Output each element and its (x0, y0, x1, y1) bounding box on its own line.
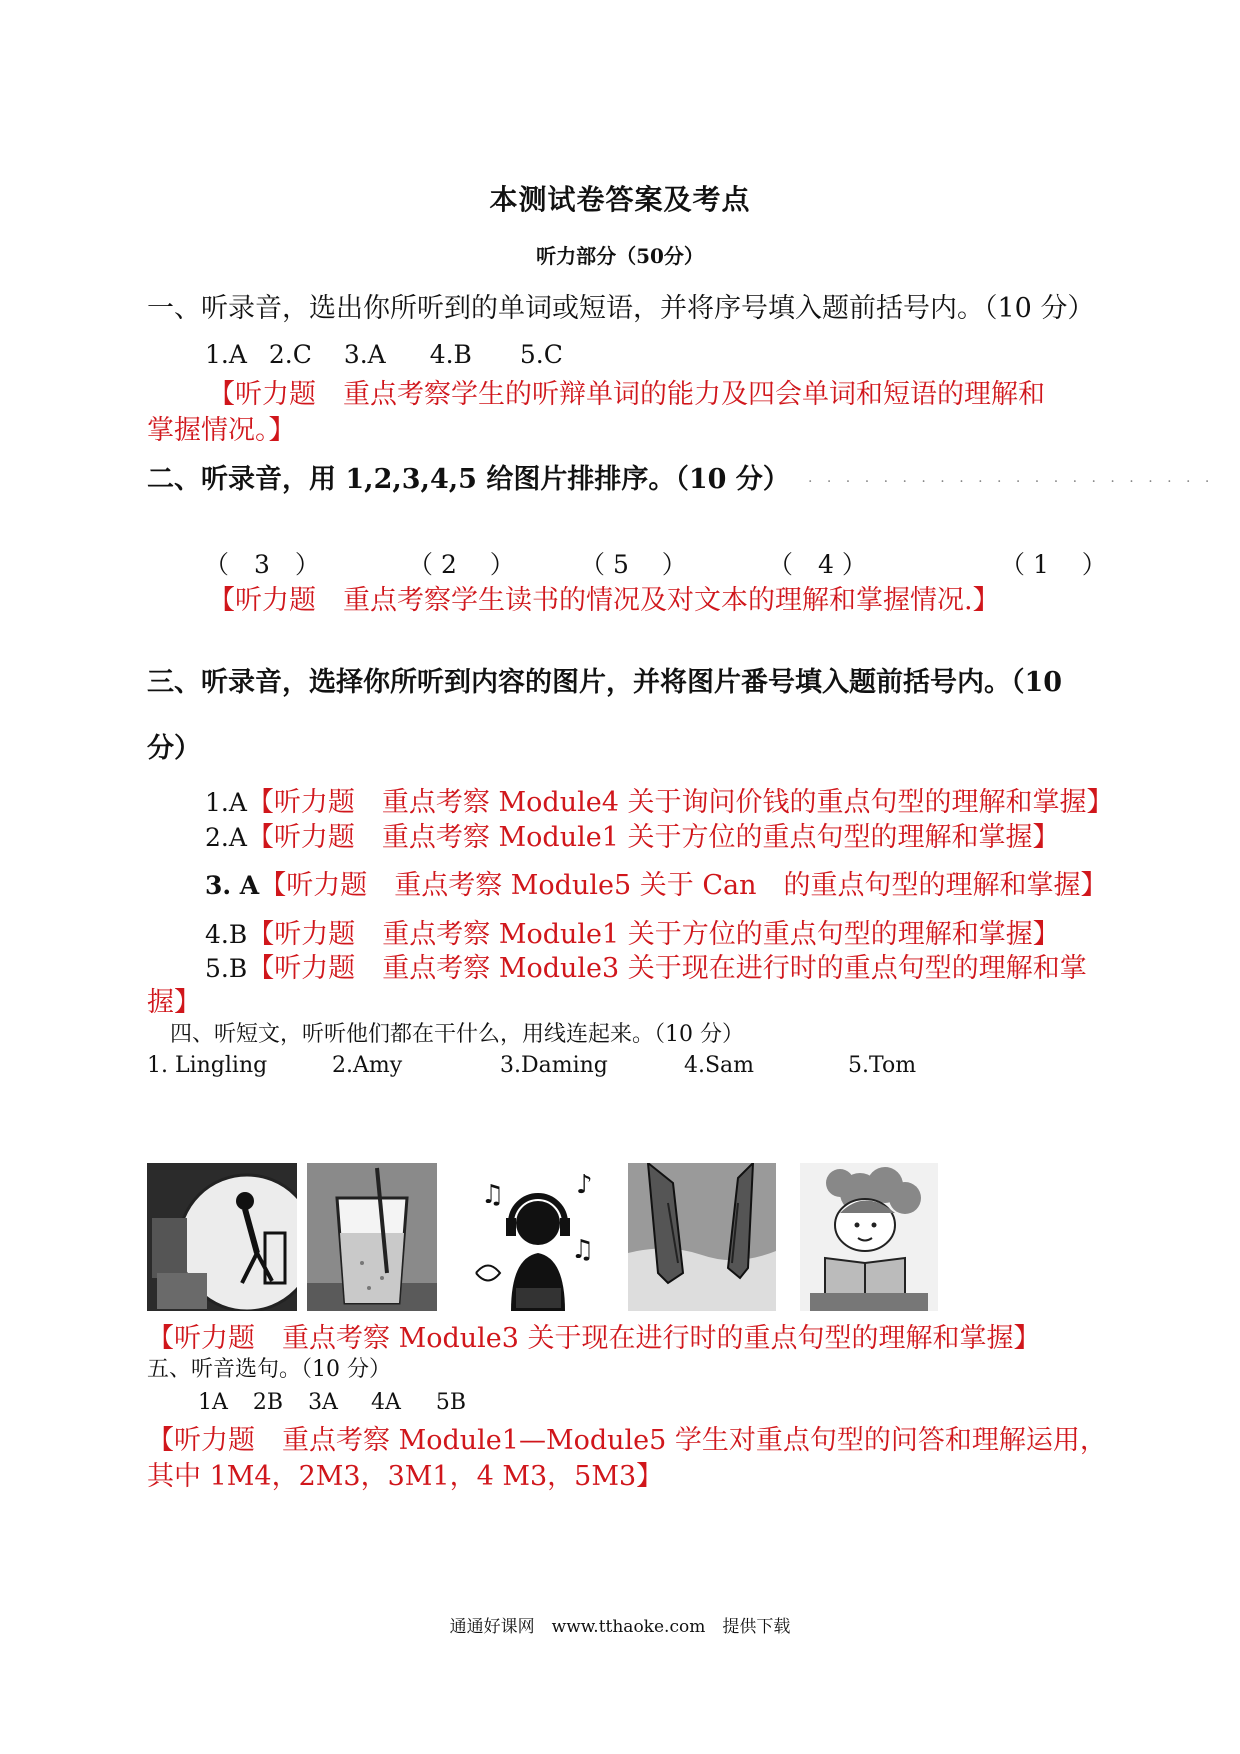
section3-item-5-wrap: 握】 (147, 987, 201, 1018)
answer-5: 5.C (519, 340, 563, 369)
answer-1: 1.A (205, 340, 247, 369)
section3-item-5 (205, 946, 1087, 985)
section2-answer-4: （ 4 ） (768, 550, 867, 579)
section2-answer-1: （ 3 ） (204, 550, 320, 579)
section4-heading: 四、听短文，听听他们都在干什么，用线连起来。（10 分） (170, 1022, 744, 1047)
section5-note-line1: 【听力题 重点考察 Module1—Module5 学生对重点句型的问答和理解运用， (147, 1425, 1107, 1456)
section3-heading-line2: 分） (147, 733, 201, 764)
item-note: 【听力题 重点考察 Module5 关于 Can 的重点句型的理解和掌握】 (259, 870, 1108, 901)
reading-boy-picture (800, 1163, 938, 1311)
svg-text:♪: ♪ (576, 1170, 593, 1200)
section1-heading: 一、听录音，选出你所听到的单词或短语，并将序号填入题前括号内。（10 分） (147, 293, 1095, 324)
answer-3: 3A (308, 1390, 338, 1415)
section5-answers (198, 1390, 466, 1415)
name-3: 3.Daming (500, 1053, 608, 1078)
cake-cutting-picture (628, 1163, 776, 1311)
juice-glass-picture (307, 1163, 437, 1311)
page-subtitle: 听力部分（50分） (536, 244, 704, 268)
name-5: 5.Tom (848, 1053, 917, 1078)
item-answer: 3. A (205, 871, 260, 900)
item-note: 【听力题 重点考察 Module3 关于现在进行时的重点句型的理解和掌 (247, 953, 1087, 984)
section1-note-line1: 【听力题 重点考察学生的听辩单词的能力及四会单词和短语的理解和 (208, 379, 1045, 410)
answer-2: 2B (252, 1390, 284, 1415)
section3-item-1 (205, 780, 1113, 819)
svg-text:♫: ♫ (481, 1180, 505, 1210)
section5-heading: 五、听音选句。（10 分） (147, 1357, 391, 1382)
section4-note: 【听力题 重点考察 Module3 关于现在进行时的重点句型的理解和掌握】 (147, 1323, 1041, 1354)
item-note: 【听力题 重点考察 Module1 关于方位的重点句型的理解和掌握】 (247, 919, 1060, 950)
item-answer: 1.A (205, 788, 247, 817)
page-title: 本测试卷答案及考点 (489, 183, 751, 216)
section2-answer-3: （ 5 ） (580, 550, 687, 579)
section1-answers (205, 340, 563, 369)
item-note: 【听力题 重点考察 Module1 关于方位的重点句型的理解和掌握】 (246, 822, 1060, 853)
name-1: 1. Lingling (147, 1053, 268, 1078)
section3-item-2 (205, 815, 1059, 854)
answer-3: 3.A (343, 340, 386, 369)
name-4: 4.Sam (684, 1053, 755, 1078)
section5-note-line2: 其中 1M4，2M3，3M1，4 M3，5M3】 (147, 1461, 664, 1492)
answer-2: 2.C (268, 340, 312, 369)
item-answer: 2.A (205, 823, 247, 852)
item-answer: 5.B (205, 954, 248, 983)
section2-answer-5: （ 1 ） (1000, 550, 1107, 579)
answer-1: 1A (198, 1390, 228, 1415)
answer-4: 4.B (429, 340, 472, 369)
answer-4: 4A (370, 1390, 401, 1415)
music-listening-picture (466, 1163, 608, 1311)
item-answer: 4.B (205, 920, 248, 949)
section3-heading-line1: 三、听录音，选择你所听到内容的图片，并将图片番号填入题前括号内。（10 (147, 667, 1063, 698)
svg-text:♫: ♫ (571, 1235, 595, 1265)
answer-5: 5B (435, 1390, 467, 1415)
item-note: 【听力题 重点考察 Module4 关于询问价钱的重点句型的理解和掌握】 (246, 787, 1114, 818)
section1-note-line2: 掌握情况。】 (147, 415, 296, 446)
section2-answer-2: （ 2 ） (408, 550, 515, 579)
drawing-picture (147, 1163, 297, 1311)
section2-note: 【听力题 重点考察学生读书的情况及对文本的理解和掌握情况.】 (208, 585, 1000, 616)
section2-heading: 二、听录音，用 1,2,3,4,5 给图片排排序。（10 分） (147, 464, 790, 495)
name-2: 2.Amy (332, 1053, 403, 1078)
footer: 通通好课网 www.tthaoke.com 提供下载 (449, 1617, 791, 1637)
section3-item-3 (205, 863, 1107, 902)
dotted-line: . . . . . . . . . . . . . . . . . . . . . . (808, 470, 1215, 486)
